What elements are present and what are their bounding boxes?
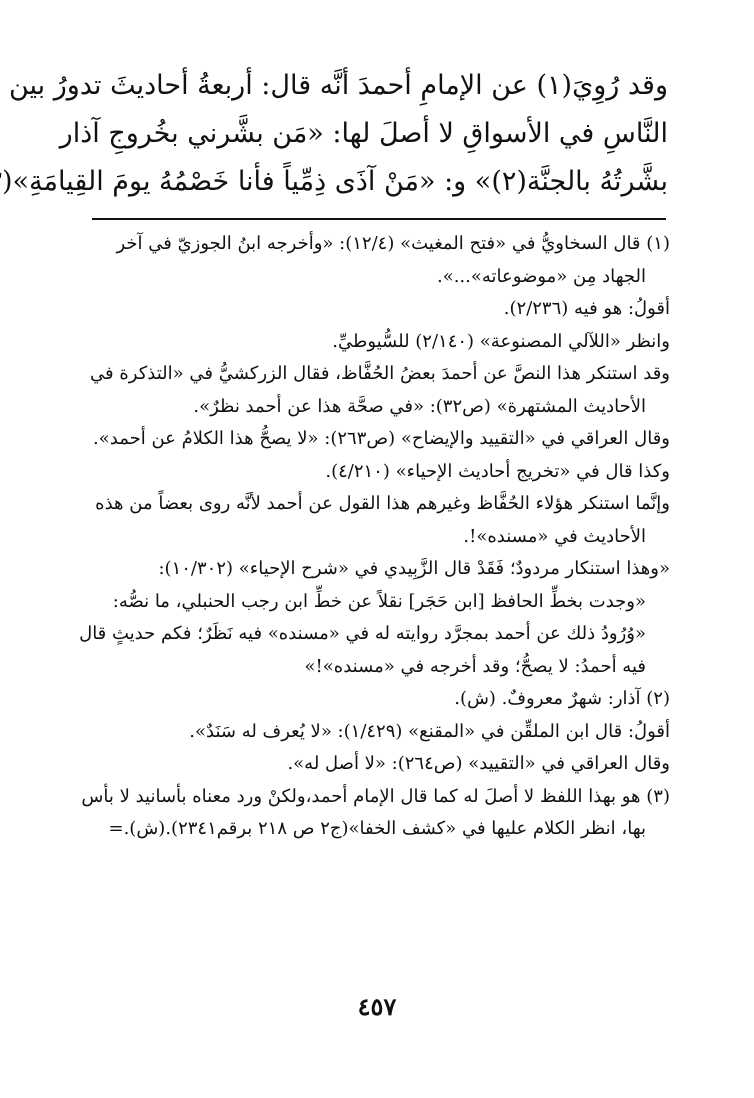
footnote-line: وإنَّما استنكر هؤلاء الحُفَّاظ وغيرهم هذا القول عن أحمد لأنَّه روى بعضاً من هذه <box>95 493 670 514</box>
footnote-line: «وجدت بخطِّ الحافظ [ابن حَجَر] نقلاً عن خطِّ ابن رجب الحنبلي، ما نصُّه: <box>112 590 646 612</box>
footnotes <box>80 228 670 846</box>
footnote-line: (٢) آذار: شهرٌ معروفٌ. (ش). <box>454 688 670 709</box>
footnote-line: (١) قال السخاويُّ في «فتح المغيث» (١٢/٤): «وأخرجه ابنُ الجوزيّ في آخر <box>116 233 670 254</box>
footnote-line: وكذا قال في «تخريج أحاديث الإحياء» (٤/٢١٠). <box>325 460 670 482</box>
footnote-line: الأحاديث المشتهرة» (ص٣٢): «في صحَّة هذا عن أحمد نظرٌ». <box>193 395 646 417</box>
footnote-line: (٣) هو بهذا اللفظ لا أصلَ له كما قال الإمام أحمد،ولكنْ ورد معناه بأسانيد لا بأس <box>81 785 670 807</box>
footnote-line: الجهاد مِن «موضوعاته»...». <box>436 265 646 287</box>
main-text-line: وقد رُوِيَ(١) عن الإمامِ أحمدَ أنَّه قال: أربعةُ أحاديثَ تدورُ بين <box>8 70 668 101</box>
main-text <box>1 62 668 206</box>
footnote-divider <box>92 218 666 220</box>
footnote-line: الأحاديث في «مسنده»!. <box>463 525 646 547</box>
footnote-line: «وُرُودُ ذلك عن أحمد بمجرَّد روايته له في «مسنده» فيه نَظَرٌ؛ فكم حديثٍ قال <box>79 623 646 644</box>
main-text-line: النَّاسِ في الأسواقِ لا أصلَ لها: «مَن بشَّرني بخُروجِ آذار <box>59 118 668 149</box>
footnote-line: فيه أحمدُ: لا يصحُّ؛ وقد أخرجه في «مسنده»!» <box>304 655 646 677</box>
main-text-line: بشَّرتُهُ بالجنَّة(٢)» و: «مَنْ آذَى ذِمِّياً فأنا خَصْمُهُ يومَ القِيامَةِ»( <box>1 166 668 197</box>
page-number: ٤٥٧ <box>357 992 397 1021</box>
footnote-line: وقال العراقي في «التقييد والإيضاح» (ص٢٦٣): «لا يصحُّ هذا الكلامُ عن أحمد». <box>93 428 670 449</box>
footnote-line: وقال العراقي في «التقييد» (ص٢٦٤): «لا أصل له». <box>287 753 670 774</box>
footnote-line: بها، انظر الكلام عليها في «كشف الخفا»(ج٢ ص ٢١٨ برقم٢٣٤١).(ش).= <box>108 818 646 839</box>
footnote-line: وانظر «اللآلي المصنوعة» (٢/١٤٠) للسُّيوطيِّ. <box>332 330 670 352</box>
footnote-line: «وهذا استنكار مردودٌ؛ فَقَدْ قال الزَّبِيدي في «شرح الإحياء» (١٠/٣٠٢): <box>158 558 670 579</box>
footnote-line: أقولُ: هو فيه (٢/٢٣٦). <box>503 298 670 319</box>
footnote-line: وقد استنكر هذا النصَّ عن أحمدَ بعضُ الحُفَّاظ، فقال الزركشيُّ في «التذكرة في <box>90 363 670 384</box>
footnote-line: أقولُ: قال ابن الملقِّن في «المقنع» (١/٤٢٩): «لا يُعرف له سَنَدٌ». <box>189 720 670 742</box>
